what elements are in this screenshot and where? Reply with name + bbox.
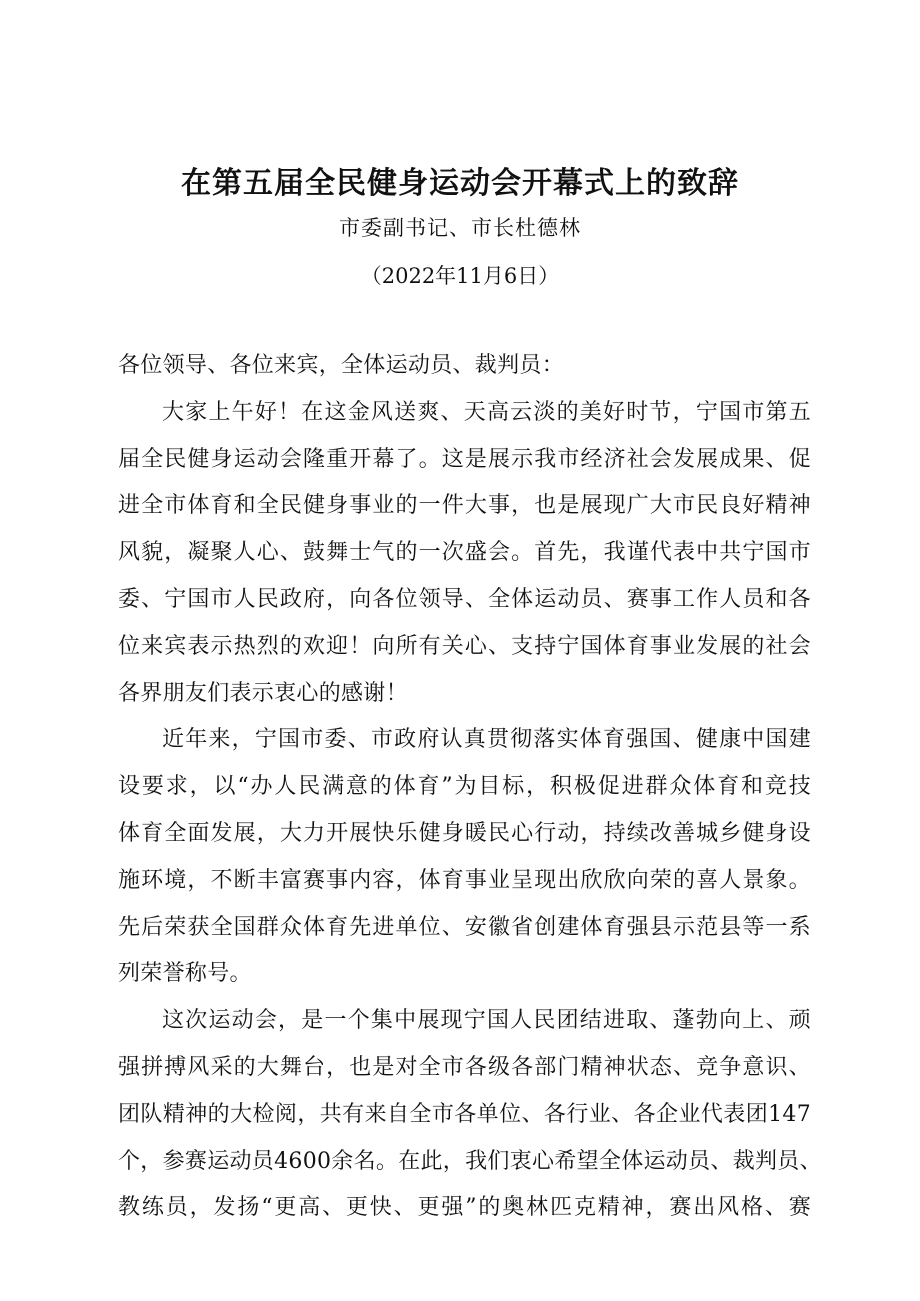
document-title: 在第五届全民健身运动会开幕式上的致辞 — [181, 166, 739, 201]
document-body — [118, 343, 822, 1232]
body-line: 这次运动会，是一个集中展现宁国人民团结进取、蓬勃向上、顽 — [162, 1008, 811, 1034]
salutation-line: 各位领导、各位来宾，全体运动员、裁判员： — [118, 353, 565, 378]
body-line: 教练员，发扬“更高、更快、更强”的奥林匹克精神，赛出风格、赛 — [118, 1195, 811, 1221]
body-line: 风貌，凝聚人心、鼓舞士气的一次盛会。首先，我谨代表中共宁国市 — [118, 540, 811, 566]
body-line: 设要求，以“办人民满意的体育”为目标，积极促进群众体育和竞技 — [118, 774, 811, 800]
body-line: 进全市体育和全民健身事业的一件大事，也是展现广大市民良好精神 — [118, 493, 811, 519]
body-line: 强拼搏风采的大舞台，也是对全市各级各部门精神状态、竞争意识、 — [118, 1054, 811, 1080]
body-line: 施环境，不断丰富赛事内容，体育事业呈现出欣欣向荣的喜人景象。 — [118, 867, 811, 893]
body-line: 体育全面发展，大力开展快乐健身暖民心行动，持续改善城乡健身设 — [118, 820, 811, 846]
document-author: 市委副书记、市长杜德林 — [339, 216, 581, 240]
body-line: 近年来，宁国市委、市政府认真贯彻落实体育强国、健康中国建 — [162, 727, 811, 753]
document-date: （2022年11月6日） — [360, 264, 560, 288]
body-line: 大家上午好！在这金风送爽、天高云淡的美好时节，宁国市第五 — [162, 399, 811, 425]
body-line: 各界朋友们表示衷心的感谢！ — [118, 680, 408, 706]
body-line: 列荣誉称号。 — [118, 961, 252, 987]
body-line: 委、宁国市人民政府，向各位领导、全体运动员、赛事工作人员和各 — [118, 586, 811, 612]
body-line: 团队精神的大检阅，共有来自全市各单位、各行业、各企业代表团147 — [118, 1101, 811, 1127]
body-line: 先后荣获全国群众体育先进单位、安徽省创建体育强县示范县等一系 — [118, 914, 811, 940]
body-line: 届全民健身运动会隆重开幕了。这是展示我市经济社会发展成果、促 — [118, 446, 811, 472]
body-line: 个，参赛运动员4600余名。在此，我们衷心希望全体运动员、裁判员、 — [118, 1148, 822, 1174]
body-line: 位来宾表示热烈的欢迎！向所有关心、支持宁国体育事业发展的社会 — [118, 633, 811, 659]
